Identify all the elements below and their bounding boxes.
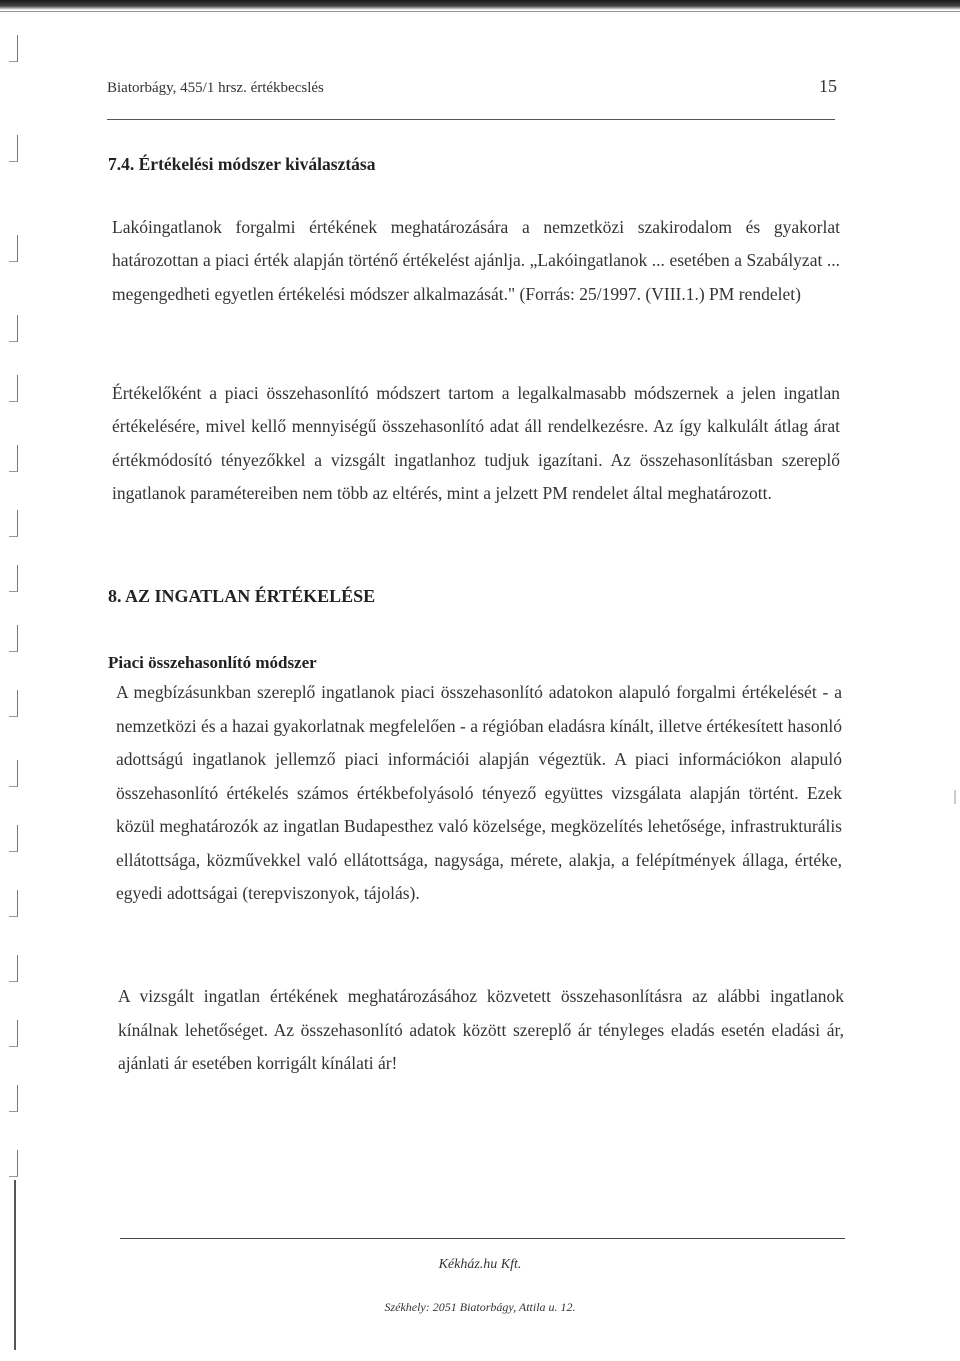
footer-company: Kékház.hu Kft. [438, 1257, 522, 1272]
page-header [107, 76, 837, 106]
footer-address: Székhely: 2051 Biatorbágy, Attila u. 12. [384, 1300, 576, 1314]
binding-marks [0, 20, 26, 1355]
header-divider [107, 119, 835, 120]
section-7-4-paragraph-1: Lakóingatlanok forgalmi értékének meghatározására a nemzetközi szakirodalom és gyakorlat határozottan a piaci érték alapján történő értékelést ajánlja. „Lakóingatlanok ... esetében a Szabályzat ... megengedheti egyetlen értékelési módszer alkalmazását." (Forrás: 25/1997. (VIII.1.) PM rendelet) [112, 217, 840, 304]
scan-speck [954, 790, 956, 804]
scan-top-line [0, 11, 960, 12]
footer-divider [120, 1238, 845, 1239]
scan-top-edge [0, 0, 960, 10]
section-8-paragraph-1: A megbízásunkban szereplő ingatlanok piaci összehasonlító adatokon alapuló forgalmi értékelését - a nemzetközi és a hazai gyakorlatnak megfelelően - a régióban eladásra kínált, illetve értékesített hasonló adottságú ingatlanok jellemző piaci információi alapján végeztük. A piaci információkon alapuló összehasonlító értékelés számos értékbefolyásoló tényező együttes vizsgálata alapján történt. Ezek közül meghatározók az ingatlan Budapesthez való közelsége, megközelítés lehetősége, infrastrukturális ellátottsága, közművekkel való ellátottsága, nagysága, mérete, alakja, a felépítmények állaga, értéke, egyedi adottságai (terepviszonyok, tájolás). [116, 682, 842, 903]
section-8-subheading: Piaci összehasonlító módszer [108, 653, 317, 672]
section-8-paragraph-2: A vizsgált ingatlan értékének meghatározásához közvetett összehasonlításra az alábbi ingatlanok kínálnak lehetőséget. Az összehasonlító adatok között szereplő ár tényleges eladás esetén eladási ár, ajánlati ár esetében korrigált kínálati ár! [118, 986, 844, 1073]
header-title: Biatorbágy, 455/1 hrsz. értékbecslés [107, 80, 324, 96]
page-number: 15 [819, 76, 837, 96]
section-7-4-paragraph-2: Értékelőként a piaci összehasonlító módszert tartom a legalkalmasabb módszernek a jelen ingatlan értékelésére, mivel kellő mennyiségű összehasonlító adat áll rendelkezésre. Az így kalkulált átlag árat értékmódosító tényezőkkel a vizsgált ingatlanhoz tudjuk igazítani. Az összehasonlításban szereplő ingatlanok paramétereiben nem több az eltérés, mint a jelzett PM rendelet által meghatározott. [112, 383, 840, 503]
section-7-4-heading: 7.4. Értékelési módszer kiválasztása [108, 154, 376, 174]
section-8-heading: 8. AZ INGATLAN ÉRTÉKELÉSE [108, 586, 376, 606]
